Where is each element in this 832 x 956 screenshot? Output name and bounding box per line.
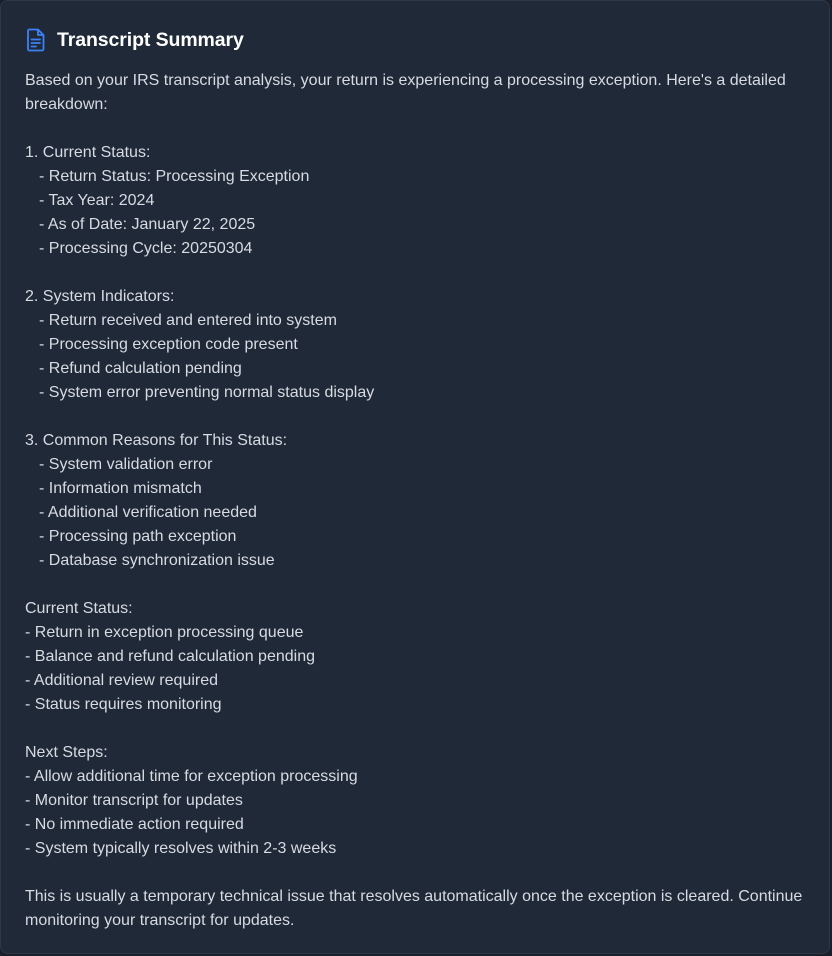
closing-paragraph: This is usually a temporary technical issue that resolves automatically once the exception is cleared. Continue monitoring your transcript for updates. bbox=[25, 888, 807, 929]
section-list-item: - No immediate action required bbox=[25, 816, 244, 833]
section-list-item: - Processing path exception bbox=[39, 528, 237, 545]
section-list-item: - System error preventing normal status display bbox=[39, 384, 375, 401]
section-list-item: - Additional review required bbox=[25, 672, 218, 689]
section-list-item: - Status requires monitoring bbox=[25, 696, 222, 713]
section-list-item: - Monitor transcript for updates bbox=[25, 792, 243, 809]
section-list-item: - Balance and refund calculation pending bbox=[25, 648, 315, 665]
section-list-item: - Return received and entered into system bbox=[39, 312, 337, 329]
section-heading: Next Steps: bbox=[25, 744, 108, 761]
section-heading: 2. System Indicators: bbox=[25, 288, 175, 305]
section-list-item: - Return Status: Processing Exception bbox=[39, 168, 310, 185]
section-list-item: - Additional verification needed bbox=[39, 504, 257, 521]
summary-content bbox=[25, 69, 815, 933]
section-list-item: - As of Date: January 22, 2025 bbox=[39, 216, 256, 233]
section-heading: 1. Current Status: bbox=[25, 144, 151, 161]
summary-section bbox=[25, 141, 815, 261]
summary-header bbox=[26, 28, 244, 52]
summary-section bbox=[25, 285, 815, 405]
section-list-item: - Refund calculation pending bbox=[39, 360, 242, 377]
section-list-item: - Allow additional time for exception processing bbox=[25, 768, 358, 785]
section-list-item: - Processing exception code present bbox=[39, 336, 298, 353]
section-list-item: - System validation error bbox=[39, 456, 213, 473]
section-list-item: - Database synchronization issue bbox=[39, 552, 275, 569]
section-list-item: - Tax Year: 2024 bbox=[39, 192, 155, 209]
section-heading: Current Status: bbox=[25, 600, 133, 617]
summary-section bbox=[25, 429, 815, 573]
document-icon bbox=[26, 28, 46, 52]
summary-title: Transcript Summary bbox=[57, 29, 244, 51]
section-list-item: - Processing Cycle: 20250304 bbox=[39, 240, 253, 257]
section-list-item: - Return in exception processing queue bbox=[25, 624, 304, 641]
summary-section bbox=[25, 741, 815, 861]
intro-paragraph: Based on your IRS transcript analysis, your return is experiencing a processing exception. Here's a detailed breakdown: bbox=[25, 72, 791, 113]
summary-section bbox=[25, 597, 815, 717]
section-heading: 3. Common Reasons for This Status: bbox=[25, 432, 288, 449]
section-list-item: - Information mismatch bbox=[39, 480, 202, 497]
section-list-item: - System typically resolves within 2-3 weeks bbox=[25, 840, 337, 857]
